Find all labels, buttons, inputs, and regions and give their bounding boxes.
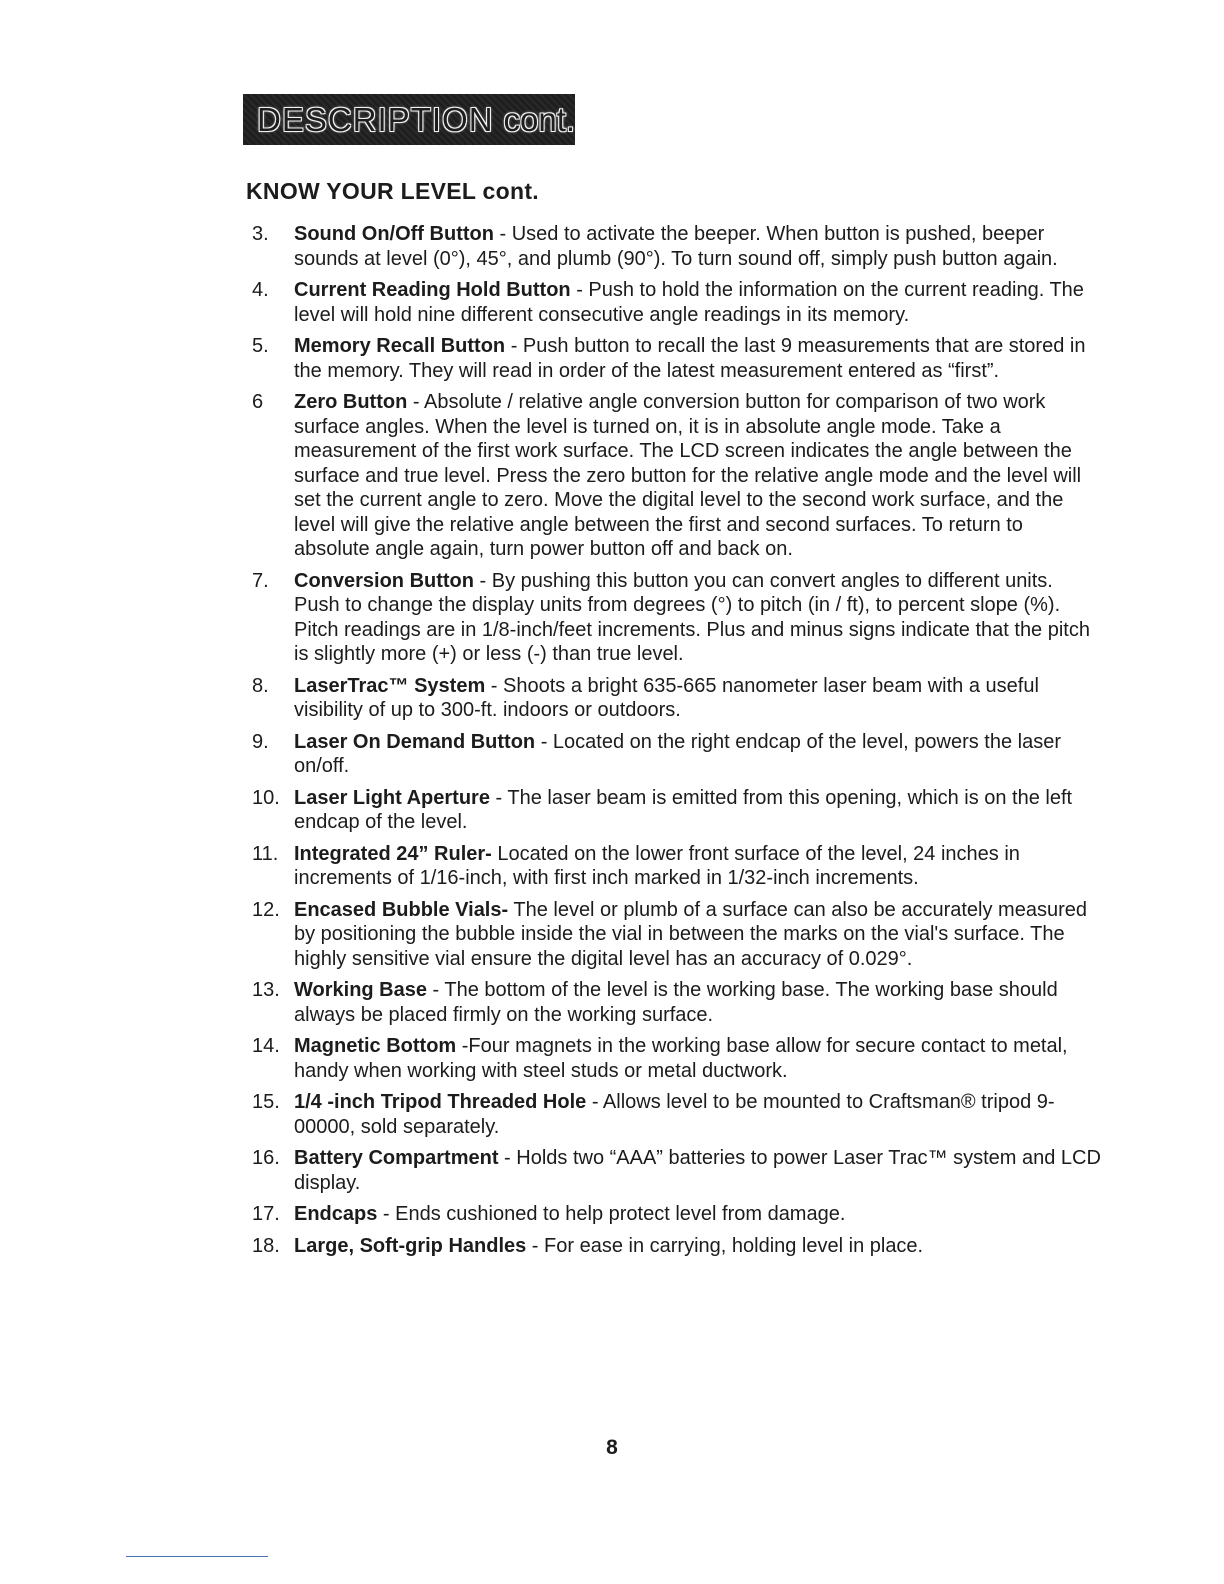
list-item: [252, 730, 1102, 779]
item-description: - Ends cushioned to help protect level from damage.: [377, 1203, 846, 1225]
section-banner: [243, 94, 575, 145]
item-number: 9.: [252, 730, 269, 753]
item-body: [294, 898, 1102, 972]
list-item: [252, 1090, 1102, 1139]
item-body: [294, 1034, 1102, 1083]
item-term: Sound On/Off Button: [294, 223, 494, 245]
item-term: Integrated 24” Ruler-: [294, 842, 492, 865]
list-item: [252, 1202, 1102, 1227]
footnote-rule: [126, 1556, 268, 1557]
list-item: [252, 978, 1102, 1027]
item-term: Memory Recall Button: [294, 335, 506, 357]
item-body: [294, 842, 1102, 891]
item-description: -Four magnets in the working base allow for secure contact to metal, handy when working with steel studs or metal ductwork.: [294, 1035, 1068, 1082]
item-description: - Located on the right endcap of the level, powers the laser on/off.: [294, 730, 1062, 777]
item-body: [294, 278, 1102, 327]
banner-title: DESCRIPTION: [257, 100, 494, 138]
feature-list: [252, 222, 1102, 1265]
item-description: The level or plumb of a surface can also be accurately measured by positioning the bubble inside the vial in between the marks on the vial's surface. The highly sensitive vial ensure the digital level has an accuracy of 0.029°.: [294, 898, 1087, 970]
item-description: - Shoots a bright 635-665 nanometer laser beam with a useful visibility of up to 300-ft. indoors or outdoors.: [294, 674, 1039, 721]
item-number: 3.: [252, 223, 269, 245]
item-term: Zero Button: [294, 391, 408, 413]
item-body: [294, 1234, 1102, 1259]
item-body: [294, 1090, 1102, 1139]
item-body: [294, 569, 1102, 667]
item-number: 14.: [252, 1035, 280, 1057]
item-term: Encased Bubble Vials-: [294, 898, 509, 921]
item-description: - By pushing this button you can convert angles to different units. Push to change the display units from degrees (°) to pitch (in / ft), to percent slope (%). Pitch readings are in 1/8-inch/feet increments. Plus and minus signs indicate that the pitch is slightly more (+) or less (-) than true level.: [294, 569, 1090, 665]
list-item: [252, 222, 1102, 271]
banner-subtitle: cont.: [503, 100, 576, 138]
list-item: [252, 1146, 1102, 1195]
item-body: [294, 390, 1102, 562]
item-description: Located on the lower front surface of the level, 24 inches in increments of 1/16-inch, with first inch marked in 1/32-inch increments.: [294, 842, 1020, 889]
list-item: [252, 674, 1102, 723]
list-item: [252, 334, 1102, 383]
item-term: Working Base: [294, 979, 427, 1001]
item-description: - Holds two “AAA” batteries to power Laser Trac™ system and LCD display.: [294, 1147, 1101, 1194]
item-number: 13.: [252, 979, 280, 1001]
item-term: Magnetic Bottom: [294, 1035, 457, 1057]
item-term: Endcaps: [294, 1203, 378, 1225]
item-body: [294, 730, 1102, 779]
list-item: [252, 842, 1102, 891]
item-number: 4.: [252, 279, 269, 301]
list-item: [252, 1034, 1102, 1083]
list-item: [252, 898, 1102, 972]
page-number: 8: [606, 1436, 618, 1459]
item-number: 18.: [252, 1234, 280, 1257]
item-number: 5.: [252, 335, 269, 357]
list-item: [252, 278, 1102, 327]
item-term: Laser On Demand Button: [294, 730, 536, 753]
item-number: 6: [252, 391, 264, 413]
list-item: [252, 569, 1102, 667]
item-description: - Push button to recall the last 9 measurements that are stored in the memory. They will read in order of the latest measurement entered as “first”.: [294, 335, 1086, 382]
section-heading: KNOW YOUR LEVEL cont.: [246, 178, 539, 204]
item-description: - Allows level to be mounted to Craftsman® tripod 9-00000, sold separately.: [294, 1091, 1055, 1138]
item-term: 1/4 -inch Tripod Threaded Hole: [294, 1091, 587, 1113]
item-body: [294, 1202, 1102, 1227]
item-term: Large, Soft-grip Handles: [294, 1234, 527, 1257]
item-number: 15.: [252, 1091, 280, 1113]
item-description: - For ease in carrying, holding level in place.: [526, 1234, 924, 1257]
item-term: Conversion Button: [294, 569, 474, 592]
item-term: Laser Light Aperture: [294, 786, 490, 809]
item-number: 17.: [252, 1203, 280, 1225]
item-description: - The bottom of the level is the working base. The working base should always be placed firmly on the working surface.: [294, 979, 1058, 1026]
item-number: 7.: [252, 569, 269, 592]
item-number: 12.: [252, 898, 280, 921]
item-description: - Push to hold the information on the current reading. The level will hold nine different consecutive angle readings in its memory.: [294, 279, 1084, 326]
item-term: Battery Compartment: [294, 1147, 499, 1169]
item-description: - The laser beam is emitted from this opening, which is on the left endcap of the level.: [294, 786, 1073, 833]
list-item: [252, 390, 1102, 562]
item-term: Current Reading Hold Button: [294, 279, 571, 301]
item-body: [294, 222, 1102, 271]
item-body: [294, 786, 1102, 835]
item-body: [294, 1146, 1102, 1195]
item-description: - Used to activate the beeper. When button is pushed, beeper sounds at level (0°), 45°, and plumb (90°). To turn sound off, simply push button again.: [294, 223, 1058, 270]
list-item: [252, 786, 1102, 835]
item-number: 11.: [252, 842, 279, 865]
item-term: LaserTrac™ System: [294, 674, 486, 697]
item-number: 16.: [252, 1147, 280, 1169]
item-body: [294, 334, 1102, 383]
list-item: [252, 1234, 1102, 1259]
item-description: - Absolute / relative angle conversion button for comparison of two work surface angles. When the level is turned on, it is in absolute angle mode. Take a measurement of the first work surface. The LCD screen indicates the angle between the surface and true level. Press the zero button for the relative angle mode and the level will set the current angle to zero. Move the digital level to the second work surface, and the level will give the relative angle between the first and second surfaces. To return to absolute angle again, turn power button off and back on.: [294, 391, 1082, 560]
item-body: [294, 674, 1102, 723]
item-body: [294, 978, 1102, 1027]
item-number: 8.: [252, 674, 269, 697]
item-number: 10.: [252, 786, 280, 809]
